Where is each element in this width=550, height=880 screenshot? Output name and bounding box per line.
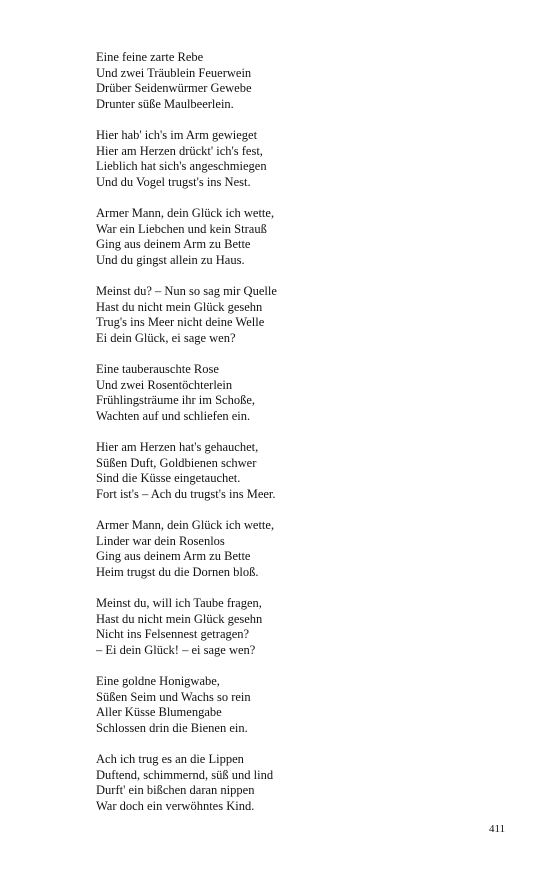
- poem-line: Ging aus deinem Arm zu Bette: [96, 549, 251, 563]
- poem-line: Ei dein Glück, ei sage wen?: [96, 330, 236, 345]
- poem-line: Ach ich trug es an die Lippen: [96, 752, 244, 766]
- poem-line: Frühlingsträume ihr im Schoße,: [96, 393, 256, 407]
- poem-line: – Ei dein Glück! – ei sage wen?: [96, 642, 256, 657]
- poem-line: Süßen Duft, Goldbienen schwer: [96, 455, 257, 470]
- poem-line: War doch ein verwöhntes Kind.: [96, 798, 255, 813]
- stanza: [96, 518, 496, 580]
- stanza: [96, 128, 496, 190]
- stanza: [96, 284, 496, 346]
- poem-line: War ein Liebchen und kein Strauß: [96, 221, 267, 236]
- poem-line: Hast du nicht mein Glück gesehn: [96, 611, 263, 626]
- poem-line: Und du gingst allein zu Haus.: [96, 252, 245, 267]
- poem-line: Durft' ein bißchen daran nippen: [96, 783, 255, 797]
- poem-line: Hier am Herzen hat's gehauchet,: [96, 440, 259, 454]
- poem: [96, 50, 496, 830]
- stanza: [96, 596, 496, 658]
- poem-line: Heim trugst du die Dornen bloß.: [96, 564, 259, 579]
- poem-line: Und du Vogel trugst's ins Nest.: [96, 174, 251, 189]
- poem-line: Und zwei Träublein Feuerwein: [96, 65, 252, 80]
- page-number: 411: [489, 823, 506, 835]
- poem-line: Linder war dein Rosenlos: [96, 533, 225, 548]
- poem-line: Drunter süße Maulbeerlein.: [96, 96, 234, 111]
- stanza: [96, 440, 496, 502]
- poem-line: Armer Mann, dein Glück ich wette,: [96, 518, 275, 532]
- poem-line: Wachten auf und schliefen ein.: [96, 408, 251, 423]
- poem-line: Drüber Seidenwürmer Gewebe: [96, 81, 252, 95]
- stanza: [96, 674, 496, 736]
- poem-line: Schlossen drin die Bienen ein.: [96, 720, 248, 735]
- stanza: [96, 752, 496, 814]
- stanza: [96, 50, 496, 112]
- poem-line: Nicht ins Felsennest getragen?: [96, 627, 250, 641]
- poem-line: Meinst du? – Nun so sag mir Quelle: [96, 284, 277, 298]
- poem-line: Eine goldne Honigwabe,: [96, 674, 220, 688]
- stanza: [96, 362, 496, 424]
- poem-line: Eine tauberauschte Rose: [96, 362, 219, 376]
- poem-line: Aller Küsse Blumengabe: [96, 705, 222, 719]
- poem-line: Hier hab' ich's im Arm gewieget: [96, 128, 258, 142]
- poem-line: Und zwei Rosentöchterlein: [96, 377, 233, 392]
- poem-line: Eine feine zarte Rebe: [96, 50, 204, 64]
- poem-line: Duftend, schimmernd, süß und lind: [96, 767, 274, 782]
- poem-line: Süßen Seim und Wachs so rein: [96, 689, 251, 704]
- poem-line: Armer Mann, dein Glück ich wette,: [96, 206, 275, 220]
- poem-line: Meinst du, will ich Taube fragen,: [96, 596, 262, 610]
- poem-line: Hier am Herzen drückt' ich's fest,: [96, 143, 263, 158]
- poem-line: Hast du nicht mein Glück gesehn: [96, 299, 263, 314]
- poem-line: Fort ist's – Ach du trugst's ins Meer.: [96, 486, 276, 501]
- poem-line: Ging aus deinem Arm zu Bette: [96, 237, 251, 251]
- stanza: [96, 206, 496, 268]
- poem-line: Trug's ins Meer nicht deine Welle: [96, 315, 265, 329]
- poem-line: Lieblich hat sich's angeschmiegen: [96, 159, 267, 173]
- poem-line: Sind die Küsse eingetauchet.: [96, 471, 241, 485]
